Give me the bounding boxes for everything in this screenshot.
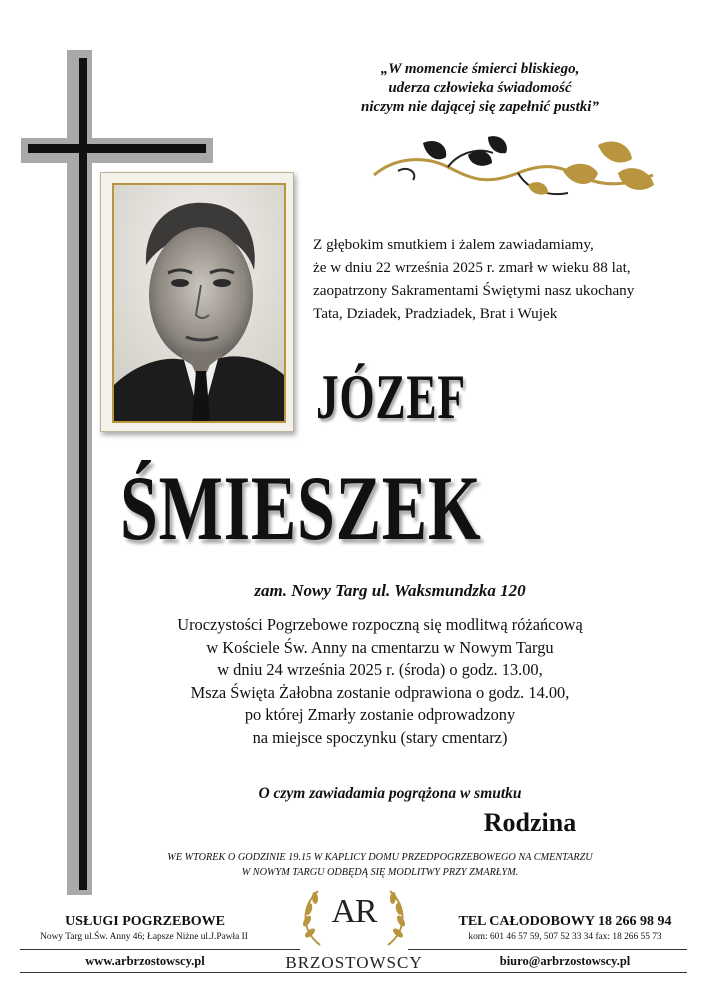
intro-line: Z głębokim smutkiem i żalem zawiadamiamy,: [313, 236, 594, 253]
family-signature: Rodzina: [483, 808, 577, 837]
prayer-line: WE WTOREK O GODZINIE 19.15 W KAPLICY DOMU PRZEDPOGRZEBOWEGO NA CMENTARZU: [167, 851, 593, 863]
ceremony-line: Msza Święta Żałobna zostanie odprawiona o godz. 14.00,: [190, 682, 570, 702]
quote-line: niczym nie dającej się zapełnić pustki”: [361, 99, 599, 115]
funeral-services-title: USŁUGI POGRZEBOWE: [65, 914, 225, 929]
ceremony-line: na miejsce spoczynku (stary cmentarz): [252, 727, 508, 747]
prayer-notice: [95, 850, 665, 880]
portrait-photo: [112, 183, 286, 423]
ceremony-line: w dniu 24 września 2025 r. (środa) o godz. 13.00,: [217, 660, 543, 679]
funeral-details: [110, 614, 650, 749]
deceased-first-name: JÓZEF: [316, 362, 466, 432]
ceremony-line: Uroczystości Pogrzebowe rozpoczną się modlitwą różańcową: [177, 615, 583, 634]
cross-vertical: [79, 58, 87, 890]
portrait-frame: [100, 172, 294, 432]
logo-monogram: AR: [331, 893, 377, 930]
ceremony-line: po której Zmarły zostanie odprowadzony: [244, 705, 516, 724]
intro-line: że w dniu 22 września 2025 r. zmarł w wieku 88 lat,: [313, 259, 631, 276]
notify-text: O czym zawiadamia pogrążona w smutku: [258, 785, 522, 802]
quote-line: uderza człowieka świadomość: [388, 80, 572, 96]
intro-line: zaopatrzony Sakramentami Świętymi nasz ukochany: [313, 282, 635, 299]
logo-company-name: BRZOSTOWSCY: [285, 953, 423, 972]
ceremony-line: w Kościele Św. Anny na cmentarzu w Nowym Targu: [206, 637, 554, 657]
phone-title: TEL CAŁODOBOWY 18 266 98 94: [458, 914, 672, 929]
deceased-last-name: ŚMIESZEK: [120, 457, 482, 559]
phone-numbers: kom: 601 46 57 59, 507 52 33 34 fax: 18 266 55 73: [468, 932, 662, 942]
website-link[interactable]: www.arbrzostowscy.pl: [85, 954, 205, 968]
portrait-icon: [114, 185, 284, 421]
funeral-home-address: Nowy Targ ul.Św. Anny 46; Łapsze Niżne ul.J.Pawła II: [40, 932, 248, 942]
deceased-address: zam. Nowy Targ ul. Waksmundzka 120: [254, 581, 526, 600]
email-link[interactable]: biuro@arbrzostowscy.pl: [499, 954, 631, 968]
prayer-line: W NOWYM TARGU ODBĘDĄ SIĘ MODLITWY PRZY ZMARŁYM.: [241, 866, 519, 878]
intro-line: Tata, Dziadek, Pradziadek, Brat i Wujek: [313, 305, 558, 322]
leaf-ornament-icon: [368, 135, 660, 205]
quote: [300, 60, 660, 117]
cross-horizontal: [28, 144, 206, 153]
announcement-intro: [313, 233, 683, 325]
quote-line: „W momencie śmierci bliskiego,: [380, 61, 580, 77]
